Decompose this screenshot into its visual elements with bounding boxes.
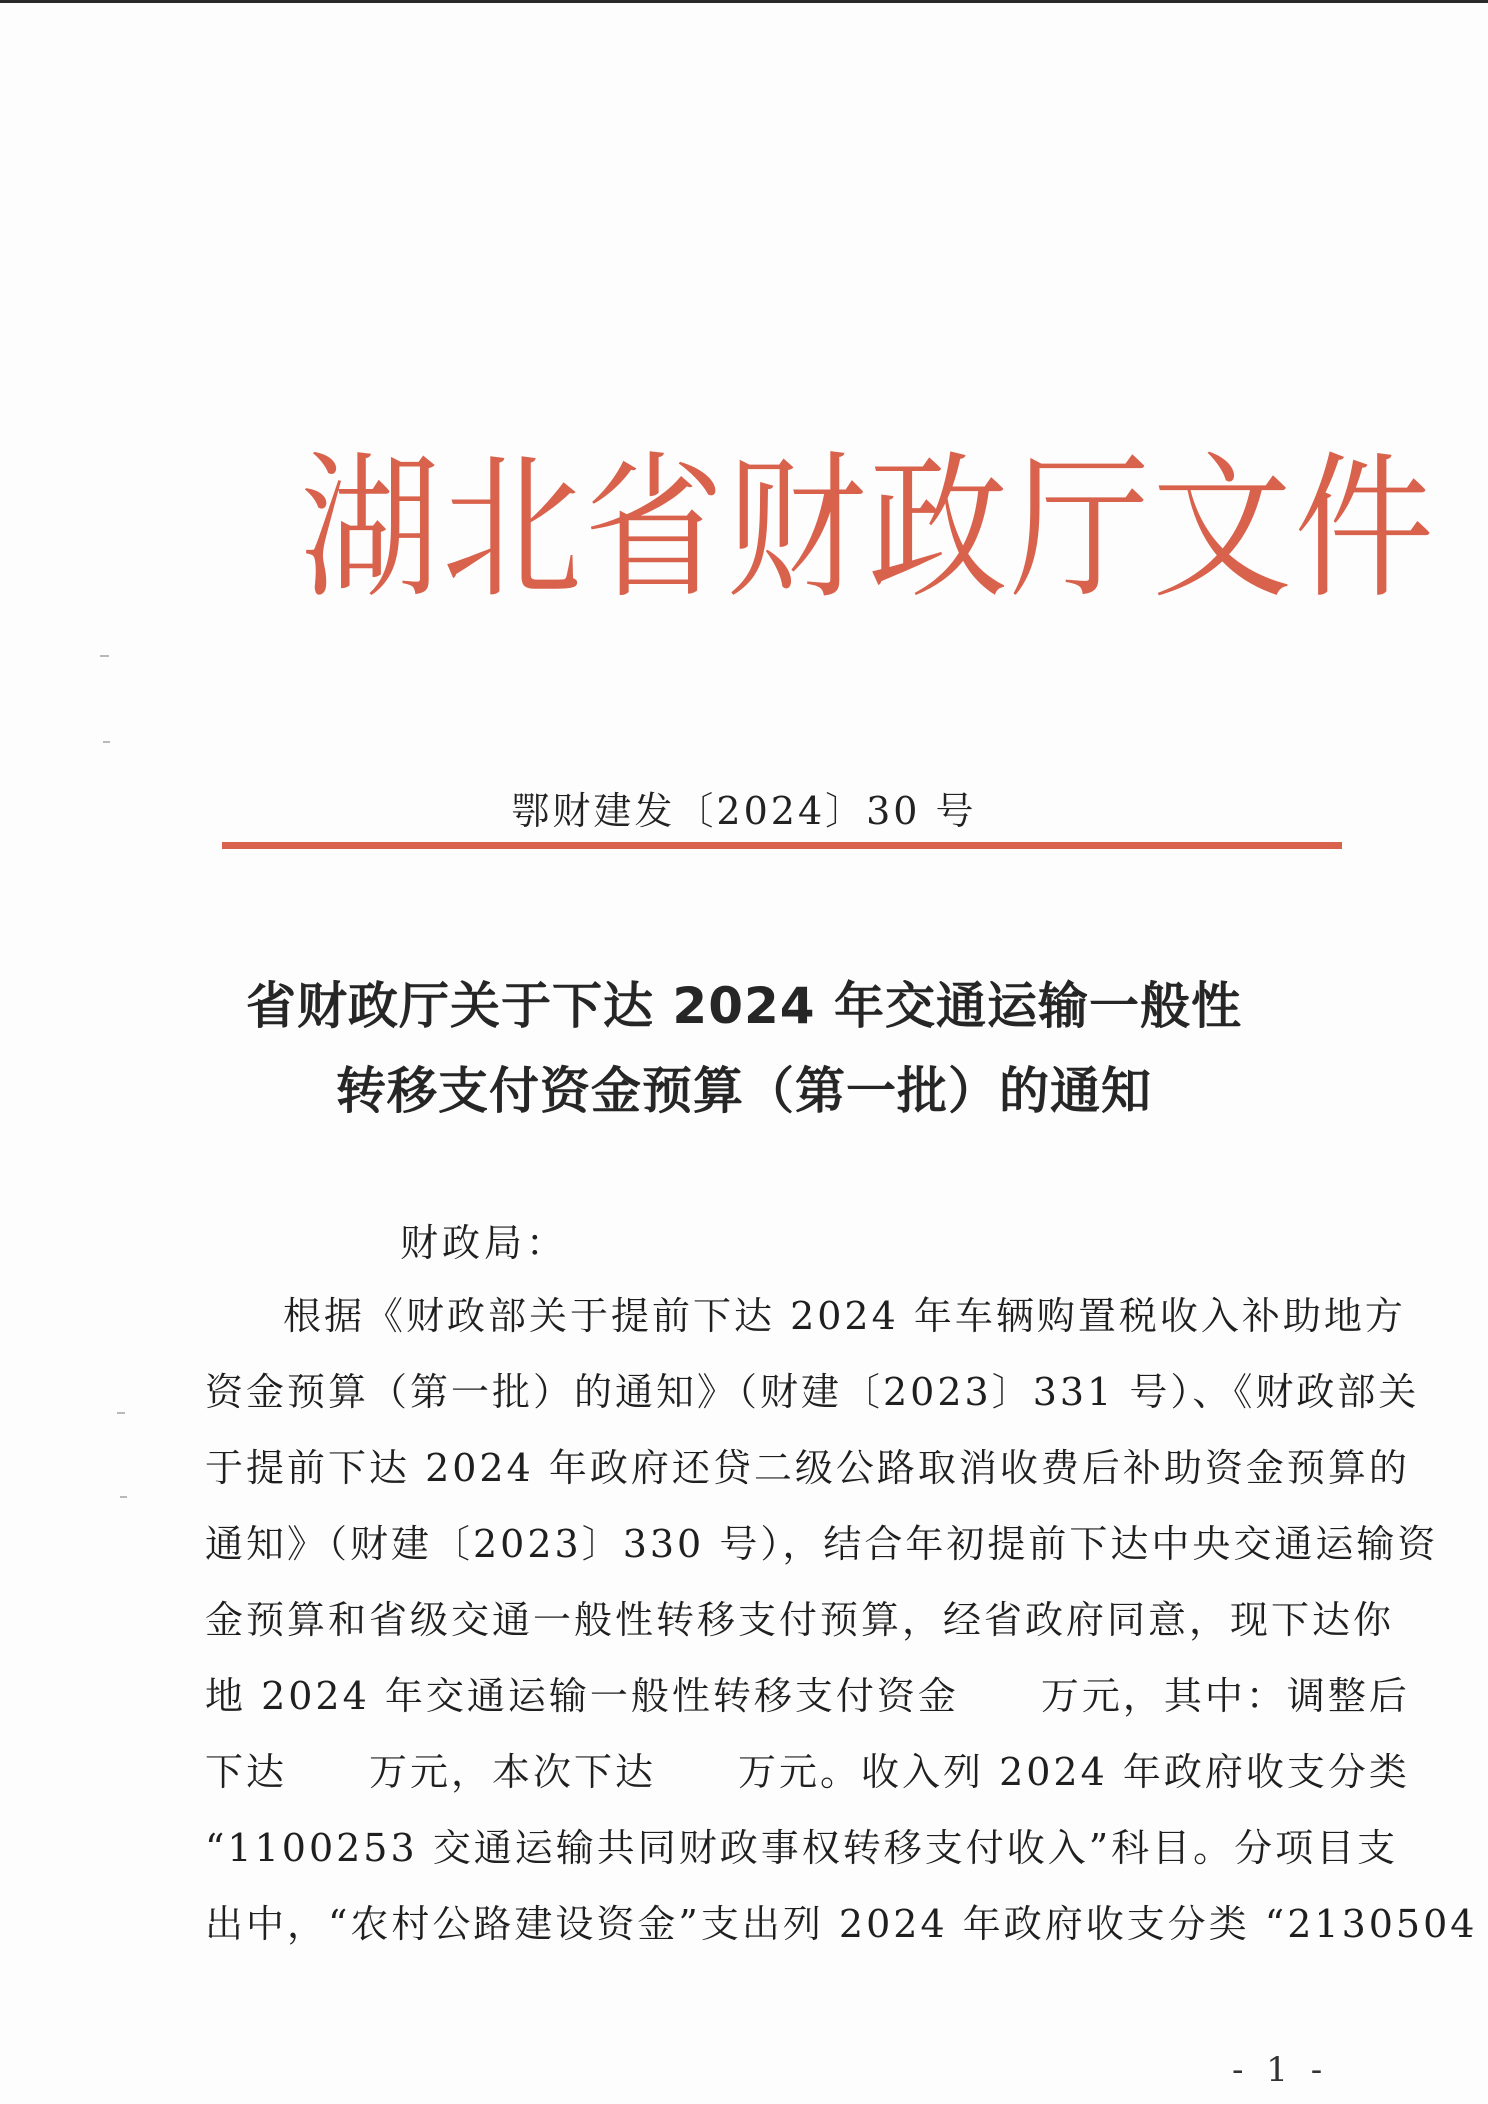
page-number: - 1 -	[1232, 2050, 1329, 2090]
masthead-title: 湖北省财政厅文件	[300, 438, 1437, 621]
body-line: 出中，“农村公路建设资金”支出列 2024 年政府收支分类 “2130504	[205, 1902, 1478, 1946]
document-number: 鄂财建发〔2024〕30 号	[511, 789, 977, 833]
body-line: 通知》（财建〔2023〕330 号），结合年初提前下达中央交通运输资	[205, 1522, 1439, 1566]
scan-speck	[103, 741, 110, 743]
notice-title-line-2: 转移支付资金预算（第一批）的通知	[336, 1062, 1152, 1120]
red-separator-rule	[222, 842, 1342, 849]
body-line: 根据《财政部关于提前下达 2024 年车辆购置税收入补助地方	[283, 1294, 1406, 1338]
scan-speck	[117, 1412, 125, 1414]
salutation: 财政局：	[400, 1221, 569, 1265]
body-line: 金预算和省级交通一般性转移支付预算，经省政府同意，现下达你	[205, 1598, 1395, 1642]
scan-speck	[120, 1496, 127, 1498]
scan-speck	[100, 655, 109, 657]
notice-title-line-1: 省财政厅关于下达 2024 年交通运输一般性	[246, 977, 1242, 1035]
scan-top-edge	[0, 0, 1488, 3]
body-line: 于提前下达 2024 年政府还贷二级公路取消收费后补助资金预算的	[205, 1446, 1410, 1490]
body-line: 资金预算（第一批）的通知》（财建〔2023〕331 号）、《财政部关	[205, 1370, 1420, 1414]
body-line: 下达 万元，本次下达 万元。收入列 2024 年政府收支分类	[205, 1750, 1410, 1794]
body-line: “1100253 交通运输共同财政事权转移支付收入”科目。分项目支	[205, 1826, 1399, 1870]
body-line: 地 2024 年交通运输一般性转移支付资金 万元，其中：调整后	[205, 1674, 1410, 1718]
